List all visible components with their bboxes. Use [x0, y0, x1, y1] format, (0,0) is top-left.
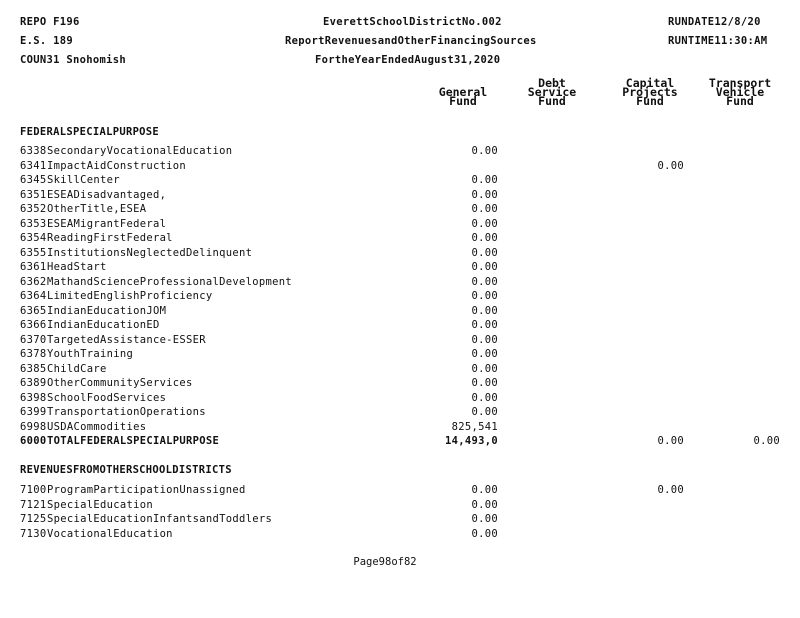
row-general-fund-value: 0.00 [471, 203, 498, 215]
county-label: COUN31 Snohomish [20, 54, 126, 66]
row-general-fund-value: 0.00 [471, 145, 498, 157]
row-general-fund-value: 0.00 [471, 513, 498, 525]
row-code: 6353 [20, 217, 47, 230]
row-general-fund-value: 0.00 [471, 527, 498, 540]
row-code: 6361 [20, 261, 47, 273]
row-code: 7121 [20, 498, 47, 511]
fiscal-period: FortheYearEndedAugust31,2020 [315, 54, 501, 66]
row-description: TransportationOperations [47, 406, 206, 418]
row-code: 6354 [20, 232, 47, 244]
district-name: EverettSchoolDistrictNo.002 [323, 16, 502, 28]
row-description: ReadingFirstFederal [47, 232, 173, 244]
column-header-debt: Debt Service Fund [527, 76, 577, 108]
row-description: OtherCommunityServices [47, 377, 193, 389]
row-capital-fund-value: 0.00 [657, 484, 684, 496]
total-transport-fund-value: 0.00 [753, 435, 780, 447]
row-general-fund-value: 0.00 [471, 232, 498, 244]
row-general-fund-value: 0.00 [471, 319, 498, 331]
report-id: REPO F196 [20, 16, 80, 28]
row-code: 6365 [20, 304, 47, 317]
row-description: MathandScienceProfessionalDevelopment [47, 275, 292, 288]
row-description: ESEADisadvantaged, [47, 188, 167, 201]
row-general-fund-value: 0.00 [471, 261, 498, 273]
row-code: 6351 [20, 188, 47, 201]
row-code: 7125 [20, 513, 47, 525]
row-general-fund-value: 0.00 [471, 217, 498, 230]
row-code: 6385 [20, 362, 47, 375]
run-date: RUNDATE12/8/20 [668, 16, 761, 28]
row-general-fund-value: 0.00 [471, 275, 498, 288]
row-general-fund-value: 0.00 [471, 484, 498, 496]
report-title: ReportRevenuesandOtherFinancingSources [285, 35, 537, 47]
row-code: 6352 [20, 203, 47, 215]
row-description: USDACommodities [47, 420, 147, 433]
page-number: Page98of82 [353, 556, 417, 568]
row-general-fund-value: 0.00 [471, 188, 498, 201]
row-description: SkillCenter [47, 174, 120, 186]
row-code: 6399 [20, 406, 47, 418]
row-description: SecondaryVocationalEducation [47, 145, 233, 157]
row-description: IndianEducationED [47, 319, 160, 331]
row-description: ESEAMigrantFederal [47, 217, 167, 230]
row-code: 7100 [20, 484, 47, 496]
row-general-fund-value: 0.00 [471, 377, 498, 389]
row-code: 6345 [20, 174, 47, 186]
row-description: ProgramParticipationUnassigned [47, 484, 246, 496]
total-code: 6000 [20, 435, 47, 447]
row-capital-fund-value: 0.00 [657, 159, 684, 172]
row-description: YouthTraining [47, 348, 134, 360]
row-general-fund-value: 0.00 [471, 246, 498, 259]
section-title: REVENUESFROMOTHERSCHOOLDISTRICTS [20, 464, 232, 476]
row-description: SchoolFoodServices [47, 391, 167, 404]
row-general-fund-value: 0.00 [471, 290, 498, 302]
row-code: 7130 [20, 527, 47, 540]
row-description: LimitedEnglishProficiency [47, 290, 213, 302]
row-general-fund-value: 0.00 [471, 498, 498, 511]
row-general-fund-value: 0.00 [471, 333, 498, 346]
row-code: 6389 [20, 377, 47, 389]
row-code: 6366 [20, 319, 47, 331]
total-description: TOTALFEDERALSPECIALPURPOSE [47, 435, 220, 447]
row-code: 6370 [20, 333, 47, 346]
row-description: SpecialEducationInfantsandToddlers [47, 513, 273, 525]
row-general-fund-value: 0.00 [471, 406, 498, 418]
row-description: TargetedAssistance-ESSER [47, 333, 206, 346]
section-title: FEDERALSPECIALPURPOSE [20, 126, 160, 138]
row-description: VocationalEducation [47, 527, 173, 540]
total-capital-fund-value: 0.00 [657, 435, 684, 447]
row-code: 6364 [20, 290, 47, 302]
row-description: SpecialEducation [47, 498, 153, 511]
row-description: ImpactAidConstruction [47, 159, 187, 172]
row-description: OtherTitle,ESEA [47, 203, 147, 215]
row-code: 6355 [20, 246, 47, 259]
row-general-fund-value: 0.00 [471, 304, 498, 317]
row-code: 6338 [20, 145, 47, 157]
row-description: IndianEducationJOM [47, 304, 167, 317]
row-description: InstitutionsNeglectedDelinquent [47, 246, 253, 259]
row-general-fund-value: 0.00 [471, 362, 498, 375]
row-code: 6398 [20, 391, 47, 404]
row-general-fund-value: 0.00 [471, 174, 498, 186]
row-description: HeadStart [47, 261, 107, 273]
row-general-fund-value: 0.00 [471, 391, 498, 404]
column-header-general: General Fund [438, 85, 488, 108]
row-general-fund-value: 825,541 [451, 420, 498, 433]
row-code: 6998 [20, 420, 47, 433]
row-code: 6362 [20, 275, 47, 288]
row-description: ChildCare [47, 362, 107, 375]
column-header-transport: Transport Vehicle Fund [708, 76, 772, 108]
row-code: 6378 [20, 348, 47, 360]
run-time: RUNTIME11:30:AM [668, 35, 768, 47]
column-header-capital: Capital Projects Fund [622, 76, 678, 108]
row-general-fund-value: 0.00 [471, 348, 498, 360]
row-code: 6341 [20, 159, 47, 172]
total-general-fund-value: 14,493,0 [445, 435, 498, 447]
es-label: E.S. 189 [20, 35, 73, 47]
